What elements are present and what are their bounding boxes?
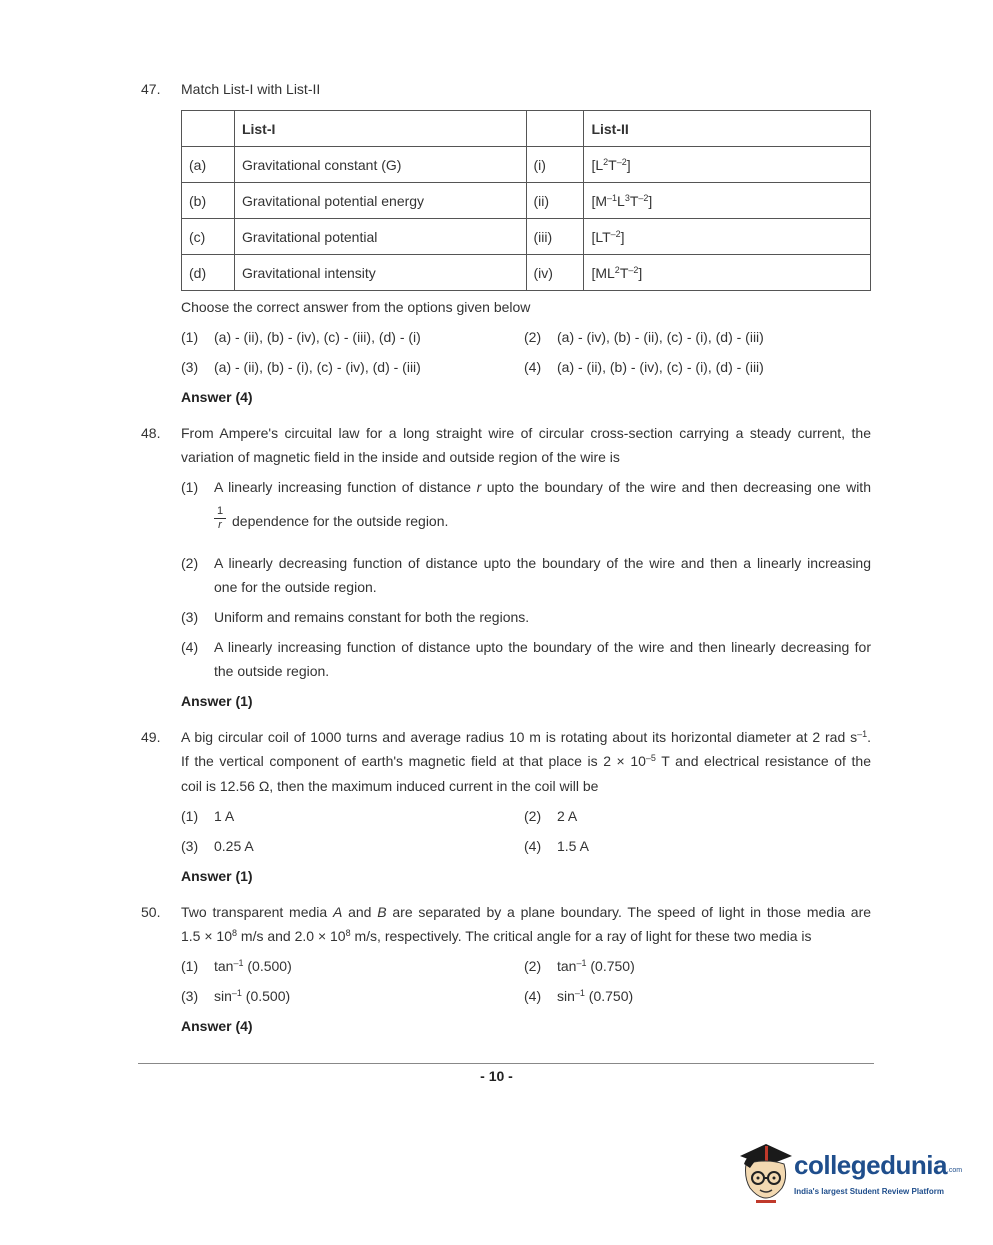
list2-item: $[LT^{-2}]$ xyxy=(584,219,871,255)
mascot-icon xyxy=(736,1138,794,1208)
option-number: (4) xyxy=(524,359,542,375)
row-label: (iv) xyxy=(526,255,584,291)
list2-item: $[M^{-1}L^3T^{-2}]$ xyxy=(584,183,871,219)
list1-item: Gravitational constant (G) xyxy=(234,147,526,183)
option-number: (2) xyxy=(524,958,542,974)
option-text: A linearly decreasing function of distance upto the boundary of the wire and then a linearly increasing xyxy=(214,555,871,571)
option-text: $\sin^{-1} (0.750)$ xyxy=(557,988,634,1004)
q48-stem-line2: variation of magnetic field in the inside and outside region of the wire is xyxy=(181,449,620,465)
list2-header: List-II xyxy=(584,111,871,147)
option-text: 0.25 A xyxy=(214,838,254,854)
option-text: A linearly increasing function of distance r upto the boundary of the wire and then decreasing one with xyxy=(214,479,871,495)
option-text: $\tan^{-1} (0.500)$ xyxy=(214,958,292,974)
option-number: (3) xyxy=(181,988,199,1004)
q49-stem-line1: A big circular coil of 1000 turns and average radius 10 m is rotating about its horizontal diameter at 2 rad $s^{-1}$. xyxy=(181,729,871,745)
option-number: (1) xyxy=(181,958,199,974)
row-label: (d) xyxy=(182,255,235,291)
list1-item: Gravitational potential xyxy=(234,219,526,255)
list2-item: $[L^2T^{-2}]$ xyxy=(584,147,871,183)
option-text: $\tan^{-1} (0.750)$ xyxy=(557,958,635,974)
option-number: (4) xyxy=(524,838,542,854)
q47-title: Match List-I with List-II xyxy=(181,81,321,97)
q50-number: 50. xyxy=(141,904,161,920)
q48-number: 48. xyxy=(141,425,161,441)
option-text: dependence for the outside region. xyxy=(232,513,449,529)
brand-tagline: India's largest Student Review Platform xyxy=(794,1187,944,1196)
option-text: 1 A xyxy=(214,808,235,824)
one-over-r-fraction: $\frac{1}{r}$ xyxy=(214,505,226,532)
page-number: - 10 - xyxy=(480,1068,513,1084)
row-label: (i) xyxy=(526,147,584,183)
table-row xyxy=(182,255,871,291)
q50-stem-line2: $1.5 \times 10^8$ m/s and $2.0 \times 10^8$ m/s, respectively. The critical angle for a ray of light for these two media is xyxy=(181,928,812,944)
q49-answer: Answer (1) xyxy=(181,868,253,884)
option-text: Uniform and remains constant for both the regions. xyxy=(214,609,530,625)
row-label: (ii) xyxy=(526,183,584,219)
option-text: (a) - (ii), (b) - (i), (c) - (iv), (d) - (iii) xyxy=(214,359,421,375)
table-row xyxy=(182,219,871,255)
option-text: A linearly increasing function of distance upto the boundary of the wire and then linearly decreasing for xyxy=(214,639,871,655)
option-number: (2) xyxy=(524,808,542,824)
option-text: (a) - (iv), (b) - (ii), (c) - (i), (d) - (iii) xyxy=(557,329,764,345)
option-number: (1) xyxy=(181,808,199,824)
q50-stem-line1: Two transparent media A and B are separated by a plane boundary. The speed of light in those media are xyxy=(181,904,872,920)
option-text: $\sin^{-1} (0.500)$ xyxy=(214,988,291,1004)
row-label: (a) xyxy=(182,147,235,183)
option-text: one for the outside region. xyxy=(214,579,377,595)
row-label: (b) xyxy=(182,183,235,219)
option-text: (a) - (ii), (b) - (iv), (c) - (iii), (d) - (i) xyxy=(214,329,421,345)
option-number: (1) xyxy=(181,329,199,345)
brand-name: collegedunia.com xyxy=(794,1150,963,1180)
match-table xyxy=(181,110,871,291)
collegedunia-logo[interactable] xyxy=(736,1138,966,1210)
q47-instruction: Choose the correct answer from the options given below xyxy=(181,299,531,315)
option-text: 2 A xyxy=(557,808,578,824)
option-number: (2) xyxy=(181,555,199,571)
q49-stem-line3: coil is 12.56 Ω, then the maximum induced current in the coil will be xyxy=(181,778,599,794)
option-text: the outside region. xyxy=(214,663,330,679)
option-number: (3) xyxy=(181,609,199,625)
table-row xyxy=(182,147,871,183)
row-label: (iii) xyxy=(526,219,584,255)
option-number: (1) xyxy=(181,479,199,495)
q50-answer: Answer (4) xyxy=(181,1018,253,1034)
option-text: (a) - (ii), (b) - (iv), (c) - (i), (d) - (iii) xyxy=(557,359,764,375)
q48-answer: Answer (1) xyxy=(181,693,253,709)
option-text: 1.5 A xyxy=(557,838,589,854)
list1-item: Gravitational potential energy xyxy=(234,183,526,219)
list1-header: List-I xyxy=(234,111,526,147)
table-row xyxy=(182,183,871,219)
list2-item: $[ML^2T^{-2}]$ xyxy=(584,255,871,291)
option-number: (3) xyxy=(181,838,199,854)
footer-divider xyxy=(138,1063,874,1064)
q47-answer: Answer (4) xyxy=(181,389,253,405)
q47-number: 47. xyxy=(141,81,161,97)
option-number: (4) xyxy=(524,988,542,1004)
row-label: (c) xyxy=(182,219,235,255)
option-number: (2) xyxy=(524,329,542,345)
option-number: (4) xyxy=(181,639,199,655)
q49-stem-line2: If the vertical component of earth's magnetic field at that place is $2 \times 10^{-5}$ T and electrical resistance of the xyxy=(181,753,871,769)
list1-item: Gravitational intensity xyxy=(234,255,526,291)
q49-number: 49. xyxy=(141,729,161,745)
q48-stem-line1: From Ampere's circuital law for a long straight wire of circular cross-section carrying a steady current, the xyxy=(181,425,871,441)
table-header-row xyxy=(182,111,871,147)
option-number: (3) xyxy=(181,359,199,375)
